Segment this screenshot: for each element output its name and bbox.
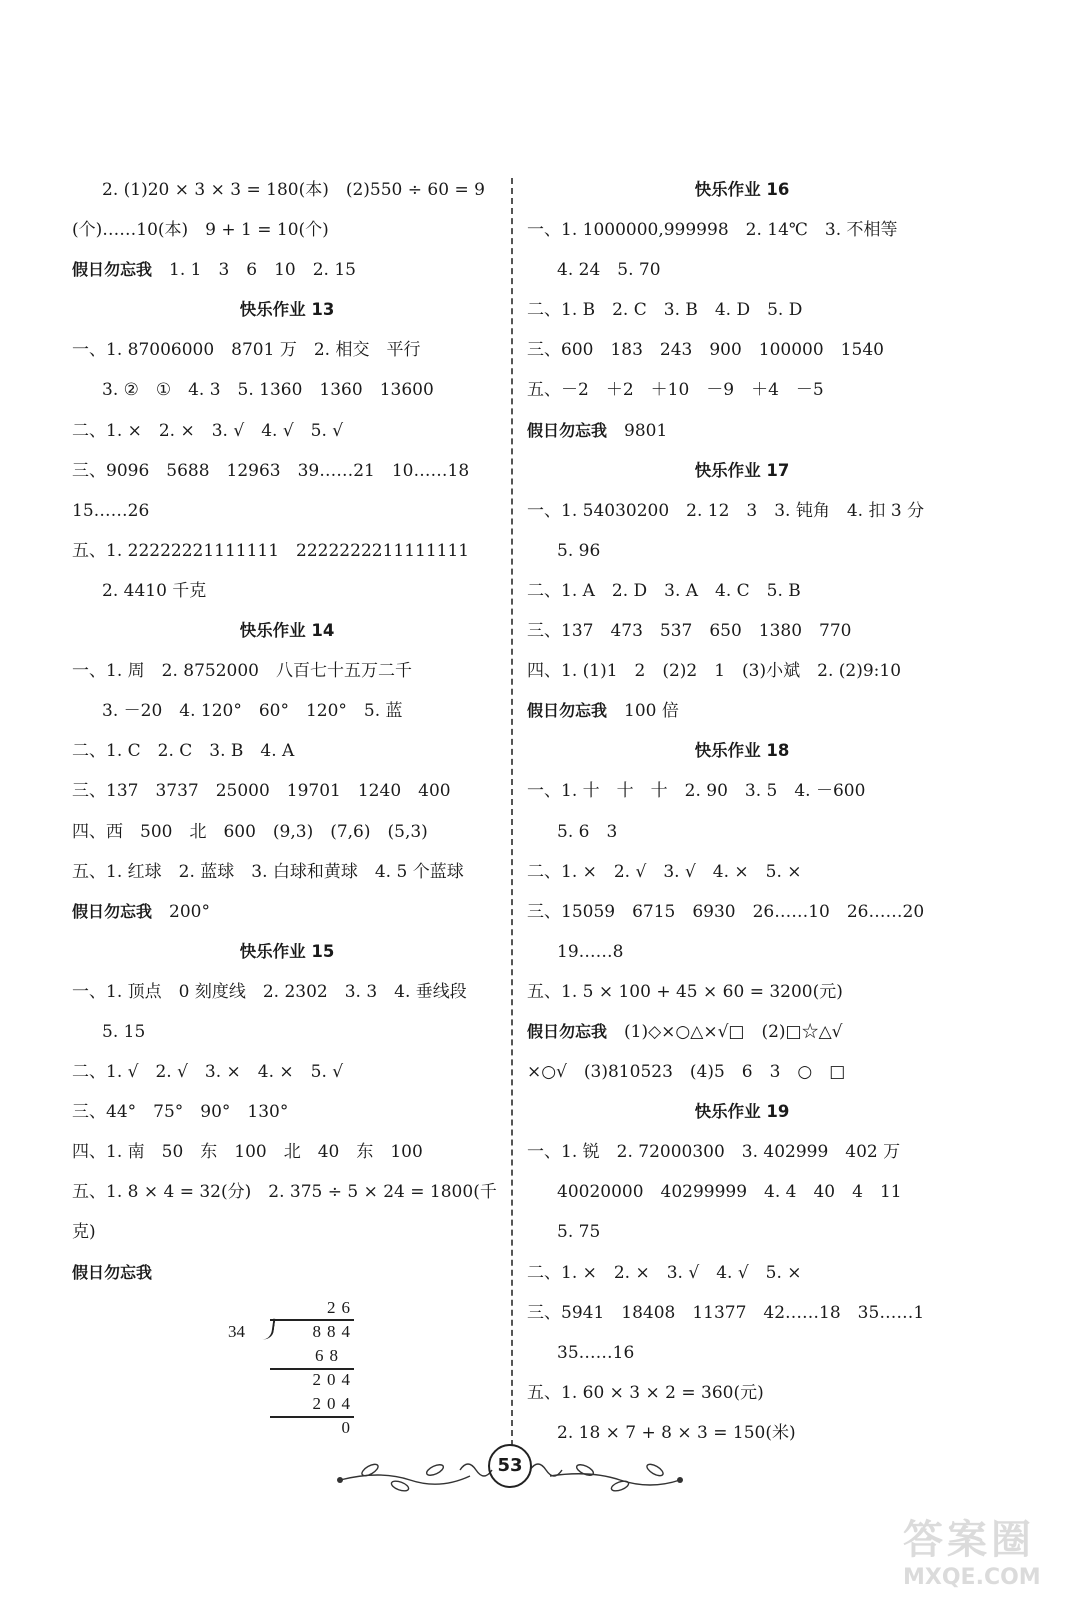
answer-line <box>527 1132 957 1172</box>
answer-line <box>72 210 502 250</box>
answer-line <box>72 1052 502 1092</box>
section-heading: 快乐作业 13 <box>239 300 335 320</box>
answer-line <box>72 1172 502 1212</box>
holiday-review-label: 假日勿忘我 <box>72 901 153 921</box>
answer-line <box>72 411 502 451</box>
answer-text: 5. 96 <box>557 540 601 561</box>
answer-line <box>72 250 502 290</box>
answer-text: 2. (1)20 × 3 × 3 = 180(本) (2)550 ÷ 60 = 9 <box>102 180 485 200</box>
left-column <box>72 170 502 1293</box>
answer-line <box>72 1132 502 1172</box>
answer-text: 一、1. 周 2. 8752000 八百七十五万二千 <box>72 661 412 682</box>
answer-line <box>527 1333 957 1373</box>
answer-line <box>72 852 502 892</box>
answer-text: 一、1. 锐 2. 72000300 3. 402999 402 万 <box>527 1142 901 1163</box>
answer-text: 五、1. 8 × 4 = 32(分) 2. 375 ÷ 5 × 24 = 1800(千 <box>72 1182 497 1203</box>
answer-text: 五、1. 22222221111111 2222222211111111 <box>72 540 470 561</box>
answer-line <box>527 370 957 410</box>
answer-text: 三、44° 75° 90° 130° <box>72 1102 289 1123</box>
answer-text: 二、1. × 2. × 3. √ 4. √ 5. × <box>527 1262 802 1283</box>
section-heading: 快乐作业 19 <box>694 1102 790 1122</box>
answer-line <box>527 1172 957 1212</box>
answer-text: 二、1. A 2. D 3. A 4. C 5. B <box>527 580 801 601</box>
answer-text: 二、1. C 2. C 3. B 4. A <box>72 741 295 762</box>
answer-text: 五、1. 60 × 3 × 2 = 360(元) <box>527 1382 764 1403</box>
answer-text: 一、1. 1000000,999998 2. 14℃ 3. 不相等 <box>527 220 898 241</box>
answer-text: 克) <box>72 1222 96 1243</box>
answer-line <box>527 852 957 892</box>
answer-line <box>72 972 502 1012</box>
answer-line <box>527 1012 957 1052</box>
holiday-review-label: 假日勿忘我 <box>72 260 153 280</box>
answer-line <box>527 1052 957 1092</box>
answer-text: 四、1. (1)1 2 (2)2 1 (3)小斌 2. (2)9:10 <box>527 661 902 682</box>
answer-text: 100 倍 <box>624 701 679 722</box>
answer-line <box>72 330 502 370</box>
answer-text: 四、西 500 北 600 (9,3) (7,6) (5,3) <box>72 821 428 842</box>
answer-text: 2. 4410 千克 <box>102 580 207 601</box>
section-heading: 快乐作业 18 <box>694 741 790 761</box>
answer-line <box>72 651 502 691</box>
answer-line <box>527 571 957 611</box>
answer-line <box>527 491 957 531</box>
division-step: 204 <box>312 1370 356 1389</box>
answer-text: 三、15059 6715 6930 26……10 26……20 <box>527 901 925 922</box>
section-heading: 快乐作业 14 <box>239 621 335 641</box>
division-step: 68 <box>315 1346 344 1365</box>
answer-text: 三、137 473 537 650 1380 770 <box>527 621 852 642</box>
answer-line <box>527 1373 957 1413</box>
holiday-review-label: 假日勿忘我 <box>527 420 608 440</box>
answer-text: 五、1. 5 × 100 + 45 × 60 = 3200(元) <box>527 981 843 1002</box>
answer-text: 三、5941 18408 11377 42……18 35……1 <box>527 1302 925 1323</box>
answer-line <box>527 691 957 731</box>
page-number: 53 <box>488 1444 532 1488</box>
answer-text: 15……26 <box>72 500 150 521</box>
answer-line <box>527 1212 957 1252</box>
column-divider <box>511 178 513 1446</box>
watermark-logo <box>903 1508 1073 1588</box>
answer-text: 19……8 <box>557 941 624 962</box>
answer-line <box>72 812 502 852</box>
answer-text: 35……16 <box>557 1342 635 1363</box>
holiday-review-label: 假日勿忘我 <box>527 701 608 721</box>
answer-line <box>72 531 502 571</box>
answer-text: 4. 24 5. 70 <box>557 260 661 281</box>
answer-line <box>527 411 957 451</box>
answer-text: 三、137 3737 25000 19701 1240 400 <box>72 781 451 802</box>
division-remainder: 0 <box>341 1418 356 1437</box>
watermark-text: 答案圈 <box>903 1517 1035 1563</box>
answer-line <box>527 210 957 250</box>
answer-text: 一、1. 54030200 2. 12 3 3. 钝角 4. 扣 3 分 <box>527 500 925 521</box>
answer-text: 三、600 183 243 900 100000 1540 <box>527 340 884 361</box>
answer-text: 四、1. 南 50 东 100 北 40 东 100 <box>72 1142 423 1163</box>
answer-line <box>527 250 957 290</box>
answer-line <box>72 892 502 932</box>
page-footer <box>320 1440 700 1500</box>
right-column <box>527 170 957 1453</box>
answer-line <box>72 691 502 731</box>
answer-line <box>72 731 502 771</box>
answer-text: (个)……10(本) 9 + 1 = 10(个) <box>72 220 329 241</box>
division-divisor: 34 <box>228 1322 245 1341</box>
division-step: 204 <box>312 1394 356 1413</box>
answer-line <box>527 651 957 691</box>
answer-text: 3. －20 4. 120° 60° 120° 5. 蓝 <box>102 701 403 722</box>
answer-line <box>527 771 957 811</box>
answer-line <box>72 451 502 491</box>
answer-line <box>527 892 957 932</box>
answer-text: 1. 1 3 6 10 2. 15 <box>169 260 356 281</box>
answer-line <box>527 812 957 852</box>
answer-line <box>72 571 502 611</box>
section-heading: 快乐作业 17 <box>694 460 790 480</box>
answer-line <box>72 1253 502 1293</box>
division-dividend: 884 <box>312 1322 356 1341</box>
answer-line <box>527 531 957 571</box>
answer-text: 3. ② ① 4. 3 5. 1360 1360 13600 <box>102 380 434 401</box>
answer-text: 二、1. √ 2. √ 3. × 4. × 5. √ <box>72 1062 344 1083</box>
answer-text: ×○√ (3)810523 (4)5 6 3 ○ □ <box>527 1062 846 1083</box>
answer-text: 一、1. 十 十 十 2. 90 3. 5 4. －600 <box>527 781 866 802</box>
answer-line <box>527 972 957 1012</box>
answer-line <box>72 491 502 531</box>
answer-line <box>527 330 957 370</box>
answer-line <box>527 1293 957 1333</box>
answer-line <box>527 932 957 972</box>
holiday-review-label: 假日勿忘我 <box>527 1021 608 1041</box>
answer-text: 9801 <box>624 420 668 441</box>
section-heading: 快乐作业 16 <box>694 180 790 199</box>
answer-text: 200° <box>169 901 210 922</box>
answer-text: 5. 6 3 <box>557 821 618 842</box>
division-rule <box>270 1319 354 1321</box>
section-heading: 快乐作业 15 <box>239 941 335 961</box>
answer-line <box>72 1012 502 1052</box>
answer-text: 五、1. 红球 2. 蓝球 3. 白球和黄球 4. 5 个蓝球 <box>72 861 464 882</box>
watermark-url: MXQE.COM <box>903 1565 1041 1590</box>
answer-text: 二、1. × 2. × 3. √ 4. √ 5. √ <box>72 420 344 441</box>
answer-text: 一、1. 87006000 8701 万 2. 相交 平行 <box>72 340 421 361</box>
answer-text: (1)◇×○△×√□ (2)□☆△√ <box>624 1021 843 1042</box>
answer-line <box>72 1092 502 1132</box>
answer-line <box>72 370 502 410</box>
answer-text: 二、1. × 2. √ 3. √ 4. × 5. × <box>527 861 802 882</box>
answer-text: 三、9096 5688 12963 39……21 10……18 <box>72 460 470 481</box>
answer-line <box>72 771 502 811</box>
answer-text: 5. 75 <box>557 1222 601 1243</box>
long-division <box>228 1296 368 1446</box>
answer-text: 40020000 40299999 4. 4 40 4 11 <box>557 1182 902 1203</box>
holiday-review-label: 假日勿忘我 <box>72 1262 153 1282</box>
answer-text: 五、－2 ＋2 ＋10 －9 ＋4 －5 <box>527 380 824 401</box>
answer-text: 5. 15 <box>102 1021 146 1042</box>
answer-line <box>527 1253 957 1293</box>
answer-text: 二、1. B 2. C 3. B 4. D 5. D <box>527 300 803 321</box>
answer-text: 2. 18 × 7 + 8 × 3 = 150(米) <box>557 1422 796 1443</box>
answer-line <box>72 170 502 210</box>
answer-line <box>527 290 957 330</box>
answer-line <box>72 1212 502 1252</box>
answer-line <box>527 611 957 651</box>
division-quotient: 26 <box>327 1298 356 1317</box>
answer-text: 一、1. 顶点 0 刻度线 2. 2302 3. 3 4. 垂线段 <box>72 981 467 1002</box>
